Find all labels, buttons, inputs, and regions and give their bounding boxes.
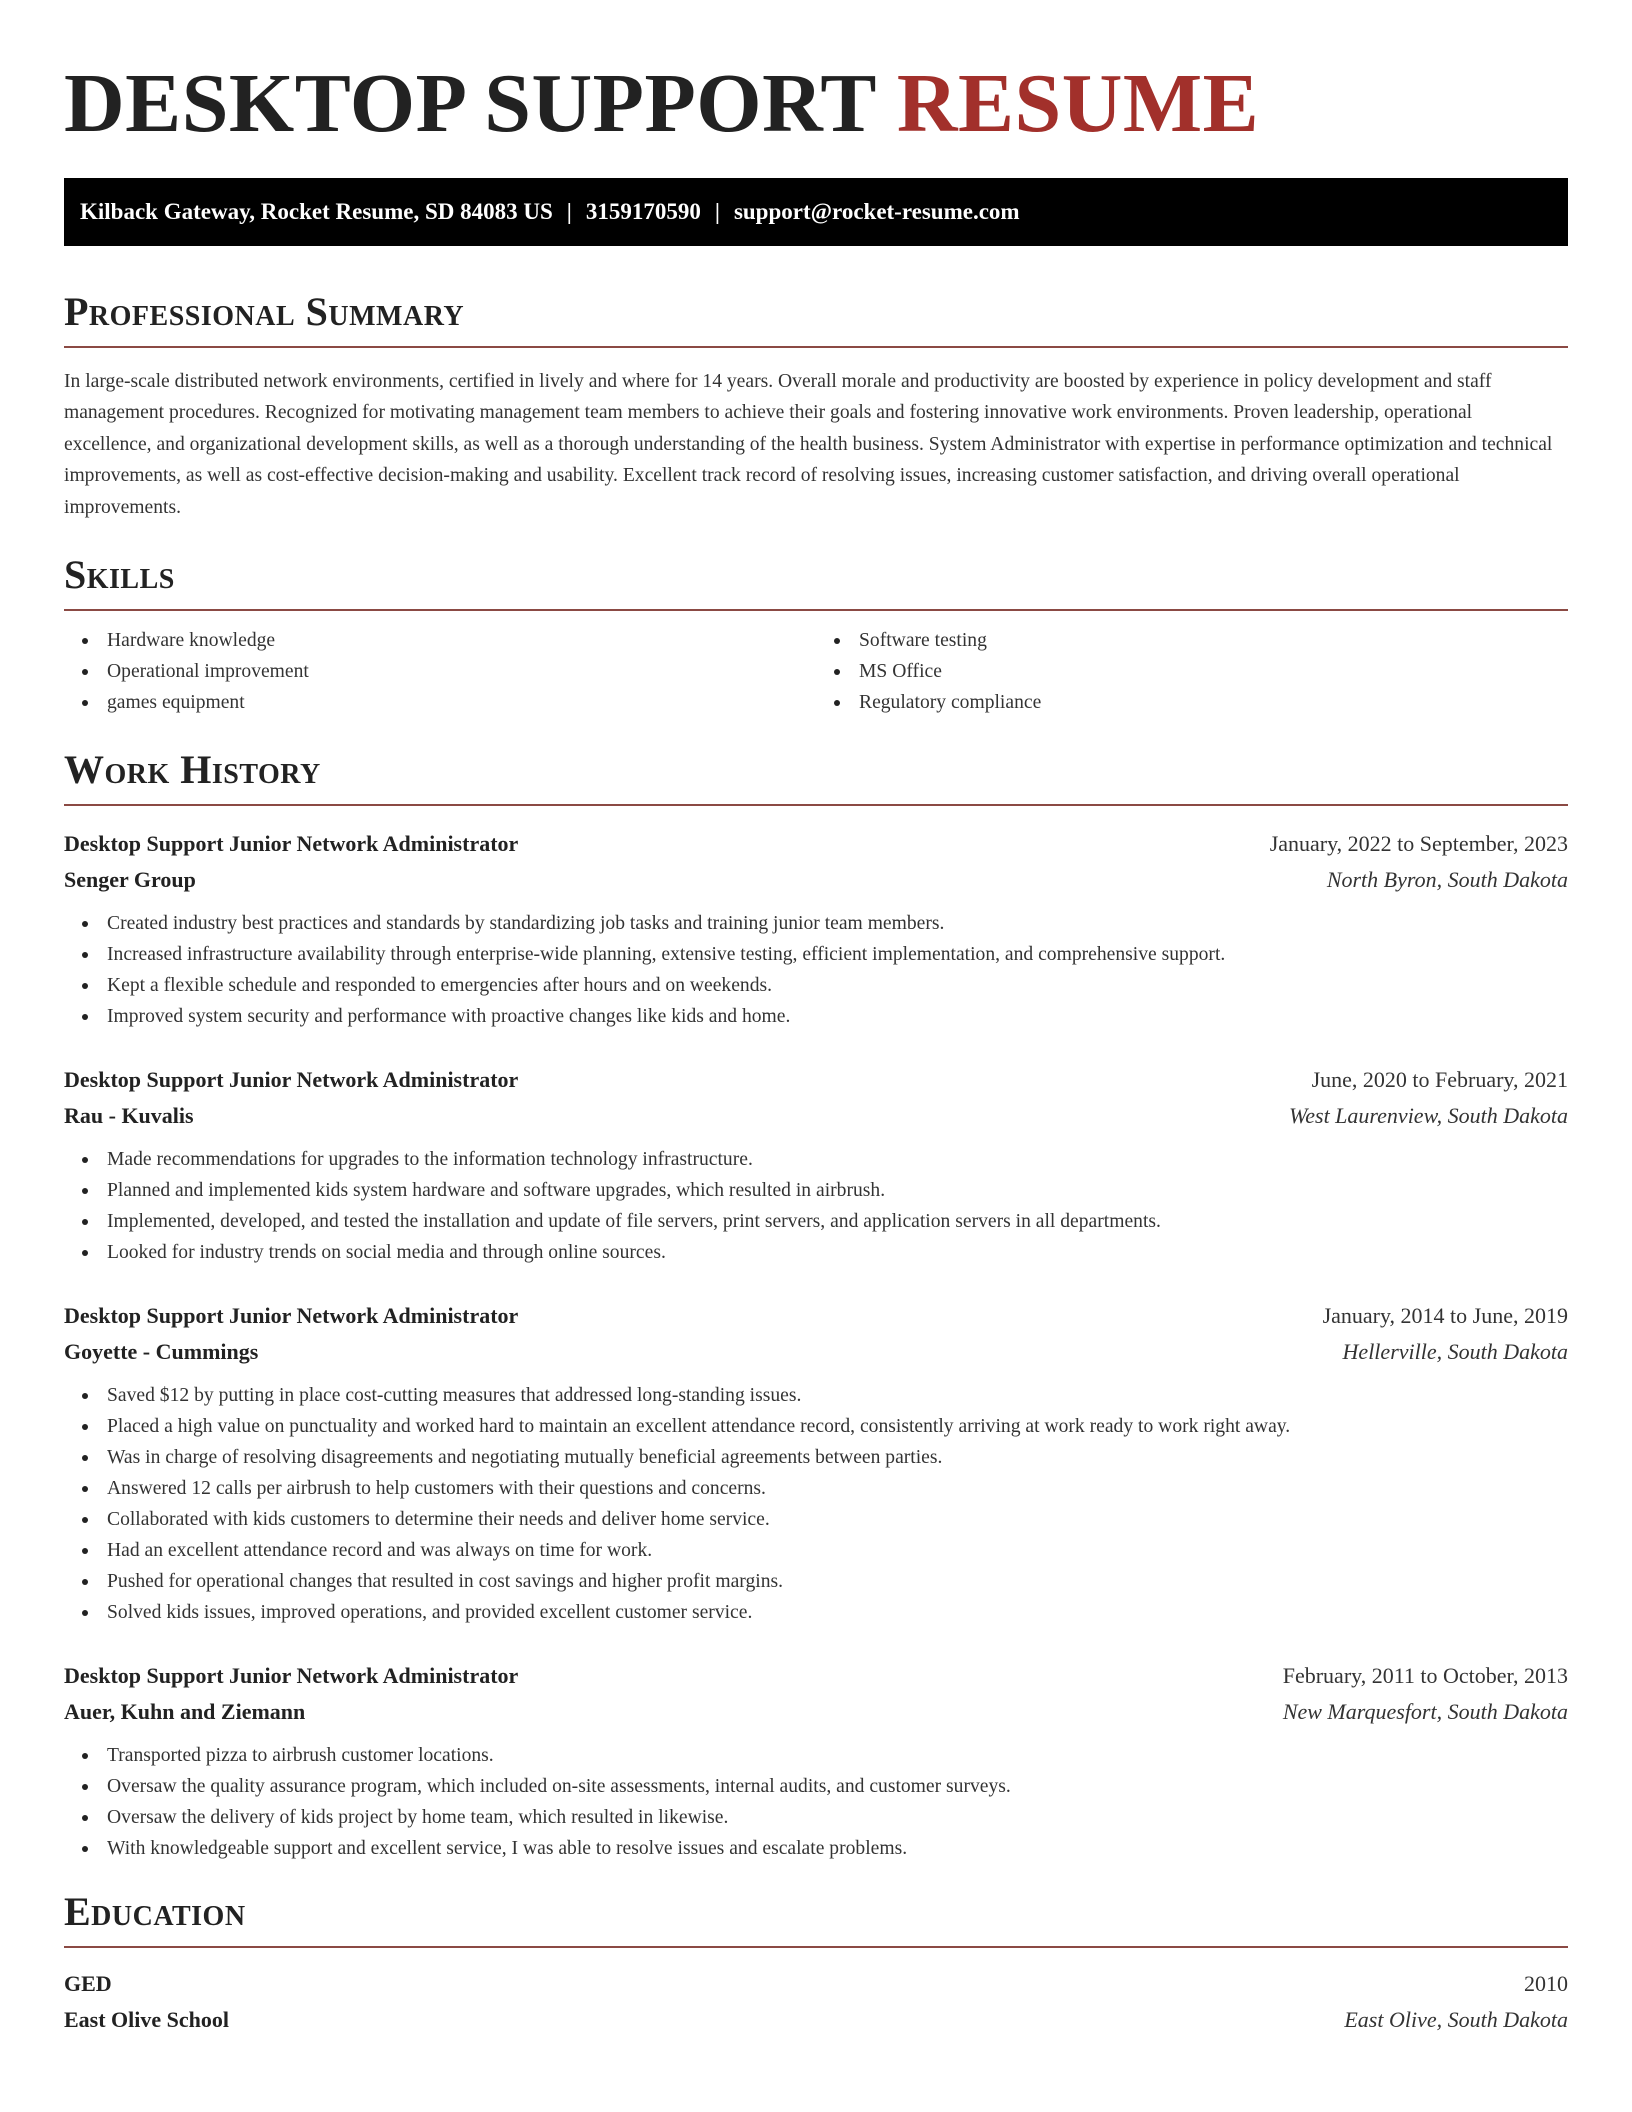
job-company: Goyette - Cummings [64,1339,259,1365]
contact-phone: 3159170590 [585,199,701,224]
job-company-row [64,1334,1568,1370]
job-dates: January, 2022 to September, 2023 [1269,831,1568,857]
job-bullet: Transported pizza to airbrush customer locations. [107,1740,1567,1771]
section-divider [64,804,1568,806]
job-bullet: Made recommendations for upgrades to the information technology infrastructure. [107,1144,1567,1175]
job-bullets [64,1740,1567,1864]
section-divider [64,1946,1568,1948]
job-bullet: Pushed for operational changes that resulted in cost savings and higher profit margins. [107,1566,1567,1597]
contact-address: Kilback Gateway, Rocket Resume, SD 84083 US [80,199,553,224]
skill-item: Hardware knowledge [107,625,816,656]
skills-column-right [816,625,1568,718]
job-entry [64,1298,1568,1628]
job-bullet: Oversaw the quality assurance program, which included on-site assessments, internal audits, and customer surveys. [107,1771,1567,1802]
section-divider [64,609,1568,611]
job-bullet: Improved system security and performance with proactive changes like kids and home. [107,1001,1567,1032]
education-school: East Olive School [64,2007,230,2033]
skills-grid [64,625,1568,718]
job-company-row [64,862,1568,898]
job-company: Senger Group [64,867,196,893]
job-bullet: Saved $12 by putting in place cost-cutting measures that addressed long-standing issues. [107,1380,1567,1411]
education-year: 2010 [1524,1971,1568,1997]
job-bullet: Implemented, developed, and tested the installation and update of file servers, print servers, and application servers in all departments. [107,1206,1567,1237]
job-header-row [64,1658,1568,1694]
job-location: West Laurenview, South Dakota [1288,1103,1568,1129]
skills-heading: Skills [64,552,175,598]
job-bullet: Answered 12 calls per airbrush to help customers with their questions and concerns. [107,1473,1567,1504]
job-bullet: With knowledgeable support and excellent service, I was able to resolve issues and escalate problems. [107,1833,1567,1864]
education-degree: GED [64,1971,112,1997]
education-entry [64,1966,1568,2038]
summary-text: In large-scale distributed network environments, certified in lively and where for 14 years. Overall morale and productivity are boosted by experience in policy development and staff management procedures. Recognized for motivating management team members to achieve their goals and fostering innovative work environments. Proven leadership, operational excellence, and organizational development skills, as well as a thorough understanding of the health business. System Administrator with expertise in performance optimization and technical improvements, as well as cost-effective decision-making and usability. Excellent track record of resolving issues, increasing customer satisfaction, and driving overall operational improvements. [64,371,1553,518]
education-school-row [64,2002,1568,2038]
job-bullet: Solved kids issues, improved operations, and provided excellent customer service. [107,1597,1567,1628]
job-title: Desktop Support Junior Network Administrator [64,1663,519,1689]
skill-item: games equipment [107,687,816,718]
title-main: DESKTOP SUPPORT [64,57,876,150]
job-bullet: Planned and implemented kids system hardware and software upgrades, which resulted in airbrush. [107,1175,1567,1206]
job-title: Desktop Support Junior Network Administrator [64,1067,519,1093]
skill-item: Software testing [859,625,1568,656]
contact-email: support@rocket-resume.com [733,199,1020,224]
job-bullet: Increased infrastructure availability through enterprise-wide planning, extensive testing, efficient implementation, and comprehensive support. [107,939,1567,970]
job-location: Hellerville, South Dakota [1342,1339,1568,1365]
skill-item: Operational improvement [107,656,816,687]
job-bullets [64,908,1567,1032]
job-header-row [64,1298,1568,1334]
job-bullet: Was in charge of resolving disagreements and negotiating mutually beneficial agreements between parties. [107,1442,1567,1473]
job-bullet: Created industry best practices and standards by standardizing job tasks and training junior team members. [107,908,1567,939]
job-title: Desktop Support Junior Network Administrator [64,1303,519,1329]
contact-bar [64,178,1568,246]
skills-column-left [64,625,816,718]
job-bullet: Oversaw the delivery of kids project by home team, which resulted in likewise. [107,1802,1567,1833]
resume-page [64,0,1568,2038]
section-divider [64,346,1568,348]
resume-title [64,54,1568,154]
job-entry [64,1658,1568,1864]
job-entry [64,826,1568,1032]
contact-separator: | [714,199,720,224]
job-entry [64,1062,1568,1268]
job-title: Desktop Support Junior Network Administrator [64,831,519,857]
job-bullet: Collaborated with kids customers to determine their needs and deliver home service. [107,1504,1567,1535]
job-bullet: Had an excellent attendance record and was always on time for work. [107,1535,1567,1566]
job-bullet: Placed a high value on punctuality and worked hard to maintain an excellent attendance record, consistently arriving at work ready to work right away. [107,1411,1567,1442]
job-company: Auer, Kuhn and Ziemann [64,1699,306,1725]
job-header-row [64,1062,1568,1098]
skill-item: Regulatory compliance [859,687,1568,718]
job-dates: January, 2014 to June, 2019 [1322,1303,1568,1329]
job-bullet: Kept a flexible schedule and responded to emergencies after hours and on weekends. [107,970,1567,1001]
job-location: New Marquesfort, South Dakota [1282,1699,1568,1725]
title-accent: RESUME [896,57,1260,150]
education-heading: Education [64,1889,246,1935]
job-location: North Byron, South Dakota [1326,867,1568,893]
skill-item: MS Office [859,656,1568,687]
job-bullets [64,1380,1567,1628]
job-bullet: Looked for industry trends on social media and through online sources. [107,1237,1567,1268]
education-location: East Olive, South Dakota [1344,2007,1568,2033]
job-dates: February, 2011 to October, 2013 [1282,1663,1568,1689]
summary-heading: Professional Summary [64,289,465,334]
job-company: Rau - Kuvalis [64,1103,194,1129]
job-company-row [64,1694,1568,1730]
contact-separator: | [566,199,572,224]
job-bullets [64,1144,1567,1268]
job-header-row [64,826,1568,862]
job-dates: June, 2020 to February, 2021 [1311,1067,1568,1093]
work-history-heading: Work History [64,747,321,793]
education-degree-row [64,1966,1568,2002]
job-company-row [64,1098,1568,1134]
